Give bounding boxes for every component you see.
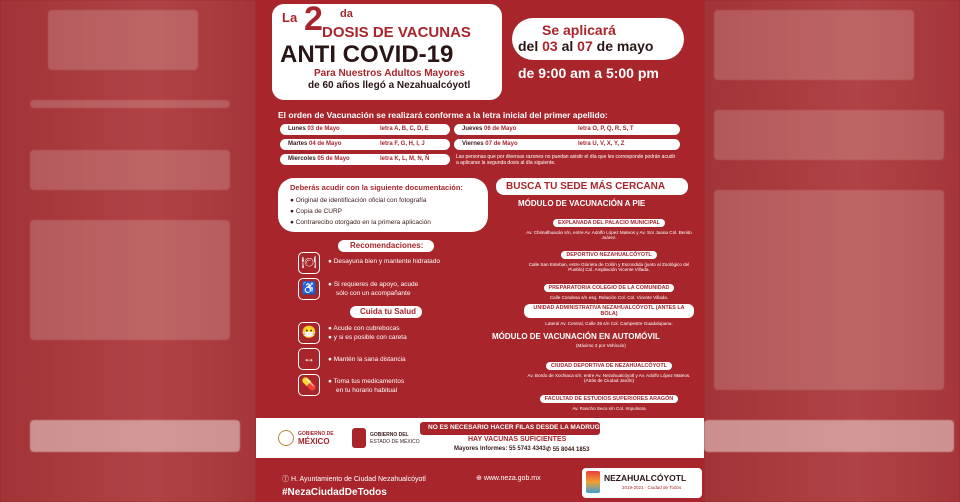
sedes-title: BUSCA TU SEDE MÁS CERCANA [506, 181, 666, 192]
rec-medicine-line2: en tu horario habitual [336, 387, 398, 394]
info-phone-2 [546, 446, 589, 453]
document-item: ● Original de identificación oficial con fotografía [290, 197, 427, 204]
date-del: del [518, 38, 539, 54]
headline-la: La [282, 10, 298, 25]
schedule-left-0-letters: letra A, B, C, D, E [380, 126, 429, 132]
rec-companion: ● Si requieres de apoyo, acude [328, 281, 419, 288]
sede-address: Calle San Esteban, entre Glorieta de Colón y Escondida (junto al Zoológico del Pueblo) Col. Ampliación Vicente Villada. [528, 262, 690, 272]
sede-item [524, 243, 694, 272]
date: 04 [309, 141, 316, 147]
sede-name: CIUDAD DEPORTIVA DE NEZAHUALCÓYOTL [546, 362, 672, 370]
document-item: ● Copia de CURP [290, 208, 342, 215]
schedule-right-0-letters: letra O, P, Q, R, S, T [578, 126, 634, 132]
date-line2 [518, 38, 653, 54]
estado-mexico-shield-icon [352, 428, 366, 448]
rec-distance: ● Mantén la sana distancia [328, 356, 406, 363]
sede-name: PREPARATORIA COLEGIO DE LA COMUNIDAD [544, 284, 675, 292]
face-mask-icon: 😷 [298, 322, 320, 344]
walk-module-title: MÓDULO DE VACUNACIÓN A PIE [518, 199, 646, 208]
warning-text-1: NO ES NECESARIO HACER FILAS DESDE LA MADRUGADA [428, 424, 614, 431]
whatsapp-icon: ✆ [546, 447, 553, 453]
food-icon: 🍽 [298, 252, 320, 274]
date-end: 07 [577, 38, 593, 54]
info-phone-1: Mayores Informes: 55 5743 4343 [454, 446, 546, 452]
sede-item [524, 302, 694, 326]
ghost-block [30, 150, 230, 190]
date: 06 [484, 126, 491, 132]
date: 07 [485, 141, 492, 147]
car-module-title: MÓDULO DE VACUNACIÓN EN AUTOMÓVIL [492, 332, 660, 341]
sede-item [524, 387, 694, 411]
sede-address: Av. Bordo de Xochiaca s/n, entre Av. Nezahualcóyotl y Av. Adolfo López Mateos. (Atrás de Ciudad Jardín) [527, 373, 691, 383]
month: de Mayo [317, 141, 342, 147]
rec-medicine: ● Toma tus medicamentos [328, 378, 405, 385]
document-text: Copia de CURP [295, 208, 342, 215]
medicine-icon: 💊 [298, 374, 320, 396]
vaccination-poster [256, 0, 704, 502]
schedule-right-0 [462, 126, 516, 132]
ghost-block [30, 100, 230, 108]
recommendations-title: Recomendaciones: [350, 241, 424, 250]
order-text: El orden de Vacunación se realizará conforme a la letra inicial del primer apellido: [278, 110, 608, 120]
gob-edomex-line1: GOBIERNO DEL [370, 432, 409, 438]
ghost-block [714, 10, 914, 80]
rec-text: Desayuna bien y mantente hidratado [333, 258, 440, 265]
document-text: Contrarecibo otorgado en la primera aplicación [295, 219, 431, 226]
day: Viernes [462, 141, 484, 147]
headline-line2: ANTI COVID-19 [280, 41, 454, 68]
date-al: al [561, 38, 574, 54]
sede-item [524, 211, 694, 240]
ghost-block [704, 420, 954, 452]
headline-da: da [340, 8, 353, 20]
schedule-left-2 [288, 156, 350, 162]
rec-text: Toma tus medicamentos [333, 378, 405, 385]
headline-number: 2 [304, 0, 323, 38]
date: 05 [317, 156, 325, 162]
globe-icon: ⊕ [476, 475, 484, 482]
rec-companion-line2: sólo con un acompañante [336, 290, 411, 297]
sede-item [524, 276, 694, 300]
sede-name: UNIDAD ADMINISTRATIVA NEZAHUALCÓYOTL (ANTES LA BOLA) [524, 304, 694, 318]
sede-address: Av. Rancho Seco s/n Col. Impulsora [572, 406, 646, 411]
neza-logo-text: NEZAHUALCÓYOTL [604, 473, 687, 483]
date-start: 03 [542, 38, 558, 54]
sede-name: EXPLANADA DEL PALACIO MUNICIPAL [553, 219, 665, 227]
schedule-left-1-letters: letra F, G, H, I, J [380, 141, 425, 147]
footer-band [256, 418, 704, 458]
day: Lunes [288, 126, 306, 132]
ghost-block [714, 110, 944, 160]
document-text: Original de identificación oficial con fotografía [295, 197, 427, 204]
rec-text: Acude con cubrebocas [333, 325, 400, 332]
phone-number: 55 8044 1853 [552, 447, 590, 453]
month: de Mayo [315, 126, 340, 132]
companion-icon: ♿ [298, 278, 320, 300]
sede-address: Calle Condesa s/n esq. Relación Col. Col. Vicente Villada. [549, 295, 669, 300]
ghost-block [30, 420, 240, 452]
sede-item [524, 354, 694, 383]
headline-line3: Para Nuestros Adultos Mayores [314, 68, 465, 79]
month: de Mayo [492, 126, 517, 132]
bottom-band [256, 458, 704, 502]
schedule-left-0 [288, 126, 340, 132]
month: de Mayo [493, 141, 518, 147]
schedule-left-1 [288, 141, 341, 147]
facebook-icon: ⓕ [282, 476, 291, 483]
neza-tagline: 2019-2021 · Ciudad de Todos [622, 485, 682, 490]
rec-text: Mantén la sana distancia [333, 356, 406, 363]
date-line1: Se aplicará [542, 22, 616, 38]
blurred-background-left [0, 0, 256, 502]
website-text: www.neza.gob.mx [483, 475, 541, 482]
car-module-note: (Máximo 3 por Vehículo) [576, 343, 626, 348]
schedule-right-1-letters: letra U, V, X, Y, Z [578, 141, 625, 147]
ghost-block [48, 10, 198, 70]
gob-edomex-line2: ESTADO DE MÉXICO [370, 439, 420, 445]
sede-name: FACULTAD DE ESTUDIOS SUPERIORES ARAGÓN [540, 395, 678, 403]
headline-line1: DOSIS DE VACUNAS [322, 24, 471, 41]
absence-note: Las personas que por diversas razones no puedan asistir el día que les corresponde podrán acudir a aplicarse la segunda dosis al día siguiente. [456, 154, 676, 166]
neza-logo-icon [586, 471, 600, 493]
gob-mexico-line2: MÉXICO [298, 437, 330, 446]
date-month: de mayo [596, 38, 654, 54]
warning-text-2: HAY VACUNAS SUFICIENTES [468, 436, 567, 443]
schedule-left-2-letters: letra K, L, M, N, Ñ [380, 156, 430, 162]
document-item: ● Contrarecibo otorgado en la primera aplicación [290, 219, 431, 226]
day: Miercoles [288, 156, 316, 162]
rec-mask-line2: ● y si es posible con careta [328, 334, 407, 341]
rec-text: Si requieres de apoyo, acude [333, 281, 419, 288]
date: 03 [307, 126, 315, 132]
hours: de 9:00 am a 5:00 pm [518, 65, 659, 81]
documents-title: Deberás acudir con la siguiente documentación: [290, 183, 463, 192]
rec-hydrate: ● Desayuna bien y mantente hidratado [328, 258, 440, 265]
day: Jueves [462, 126, 483, 132]
month: de Mayo [325, 156, 350, 162]
ghost-block [30, 220, 230, 340]
care-title: Cuida tu Salud [360, 307, 416, 316]
hashtag: #NezaCiudadDeTodos [282, 487, 387, 498]
headline-line4: de 60 años llegó a Nezahualcóyotl [308, 80, 471, 91]
website-link[interactable] [476, 474, 541, 482]
ghost-block [714, 190, 944, 390]
rec-text: y si es posible con careta [333, 334, 407, 341]
blurred-background-right [704, 0, 960, 502]
gobierno-mexico-seal-icon [278, 430, 294, 446]
rec-mask: ● Acude con cubrebocas [328, 325, 400, 332]
day: Martes [288, 141, 308, 147]
gob-mexico-line1: GOBIERNO DE [298, 431, 334, 437]
facebook-link[interactable] [282, 474, 426, 484]
social-distance-icon: ↔ [298, 348, 320, 370]
sede-name: DEPORTIVO NEZAHUALCÓYOTL [561, 251, 656, 259]
facebook-text: H. Ayuntamiento de Ciudad Nezahualcóyotl [290, 476, 426, 483]
sede-address: Av. Chimalhuacán s/n, entre Av. Adolfo López Mateos y Av. Sor Juana Col. Benito Juárez. [526, 230, 692, 240]
sede-address: Lateral Av. Central, Calle 35 s/n Col. Campestre Guadalupana. [545, 321, 673, 326]
schedule-right-1 [462, 141, 518, 147]
